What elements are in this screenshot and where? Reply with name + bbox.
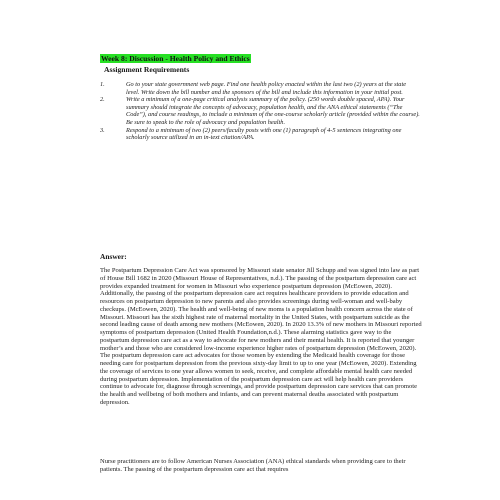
- requirement-number: 2.: [100, 96, 105, 104]
- answer-paragraph: The Postpartum Depression Care Act was sponsored by Missouri state senator Jill Schupp and was signed into law as part of House Bill 1682 in 2020 (Missouri House of Representatives, n.d.). The passing of the postpartum depression care act provides expanded treatment for women in Missouri who experience postpartum depression (McEowen, 2020). Additionally, the passing of the postpartum depression care act requires healthcare providers to provide education and resources on postpartum depression to new parents and also provides screenings during well-woman and well-baby checkups. (McEowen, 2020). The health and well-being of new moms is a population health concern across the state of Missouri. Missouri has the sixth highest rate of maternal mortality in the United States, with postpartum suicide as the second leading cause of death among new mothers (McEowen, 2020). In 2020 13.3% of new mothers in Missouri reported symptoms of postpartum depression (United Health Foundation,n.d.). These alarming statistics gave way to the postpartum depression care act as a way to advocate for new mothers and their mental health. It is reported that younger mother’s and those who are considered low-income experience higher rates of postpartum depression (McEowen, 2020). The postpartum depression care act advocates for those women by extending the Medicaid health coverage for those needing care for postpartum depression from the previous sixty-day limit to up to one year (McEowen, 2020). Extending the coverage of services to one year allows women to seek, receive, and complete affordable mental health care needed during postpartum depression. Implementation of the postpartum depression care act will help health care providers continue to advocate for, diagnose through screenings, and provide postpartum depression care services that can promote the health and wellbeing of both mothers and infants, and can prevent maternal deaths associated with postpartum depression.: [100, 267, 422, 406]
- requirement-item: [100, 96, 420, 126]
- requirement-item: [100, 81, 420, 96]
- requirement-text: Go to your state government web page. Find one health policy enacted within the last two (2) years at the state level. Write down the bill number and the sponsors of the bill and include this information in your initial post.: [126, 81, 406, 96]
- answer-paragraph: Nurse practitioners are to follow American Nurses Association (ANA) ethical standards when providing care to their patients. The passing of the postpartum depression care act that requires: [100, 458, 406, 473]
- requirement-text: Write a minimum of a one-page critical analysis summary of the policy. (250 words double spaced, APA). Your summary should integrate the concepts of advocacy, population health, and the ANA ethical statements (“The Code”), and course readings, to include a minimum of the one-course scholarly article (provided within the course). Be sure to speak to the role of advocacy and population health.: [126, 96, 420, 126]
- requirement-number: 1.: [100, 81, 105, 88]
- requirement-item: [100, 127, 420, 142]
- requirement-number: 3.: [100, 126, 105, 134]
- requirement-text: Respond to a minimum of two (2) peers/faculty posts with one (1) paragraph of 4-5 sentences integrating one scholarly source utilized in an in-text citation/APA.: [126, 126, 402, 142]
- requirements-list: [100, 81, 420, 142]
- answer-label: Answer:: [100, 252, 127, 261]
- document-title: Week 8: Discussion - Health Policy and Ethics: [101, 54, 250, 63]
- requirements-heading: Assignment Requirements: [104, 65, 190, 74]
- title-wrapper: [100, 48, 251, 66]
